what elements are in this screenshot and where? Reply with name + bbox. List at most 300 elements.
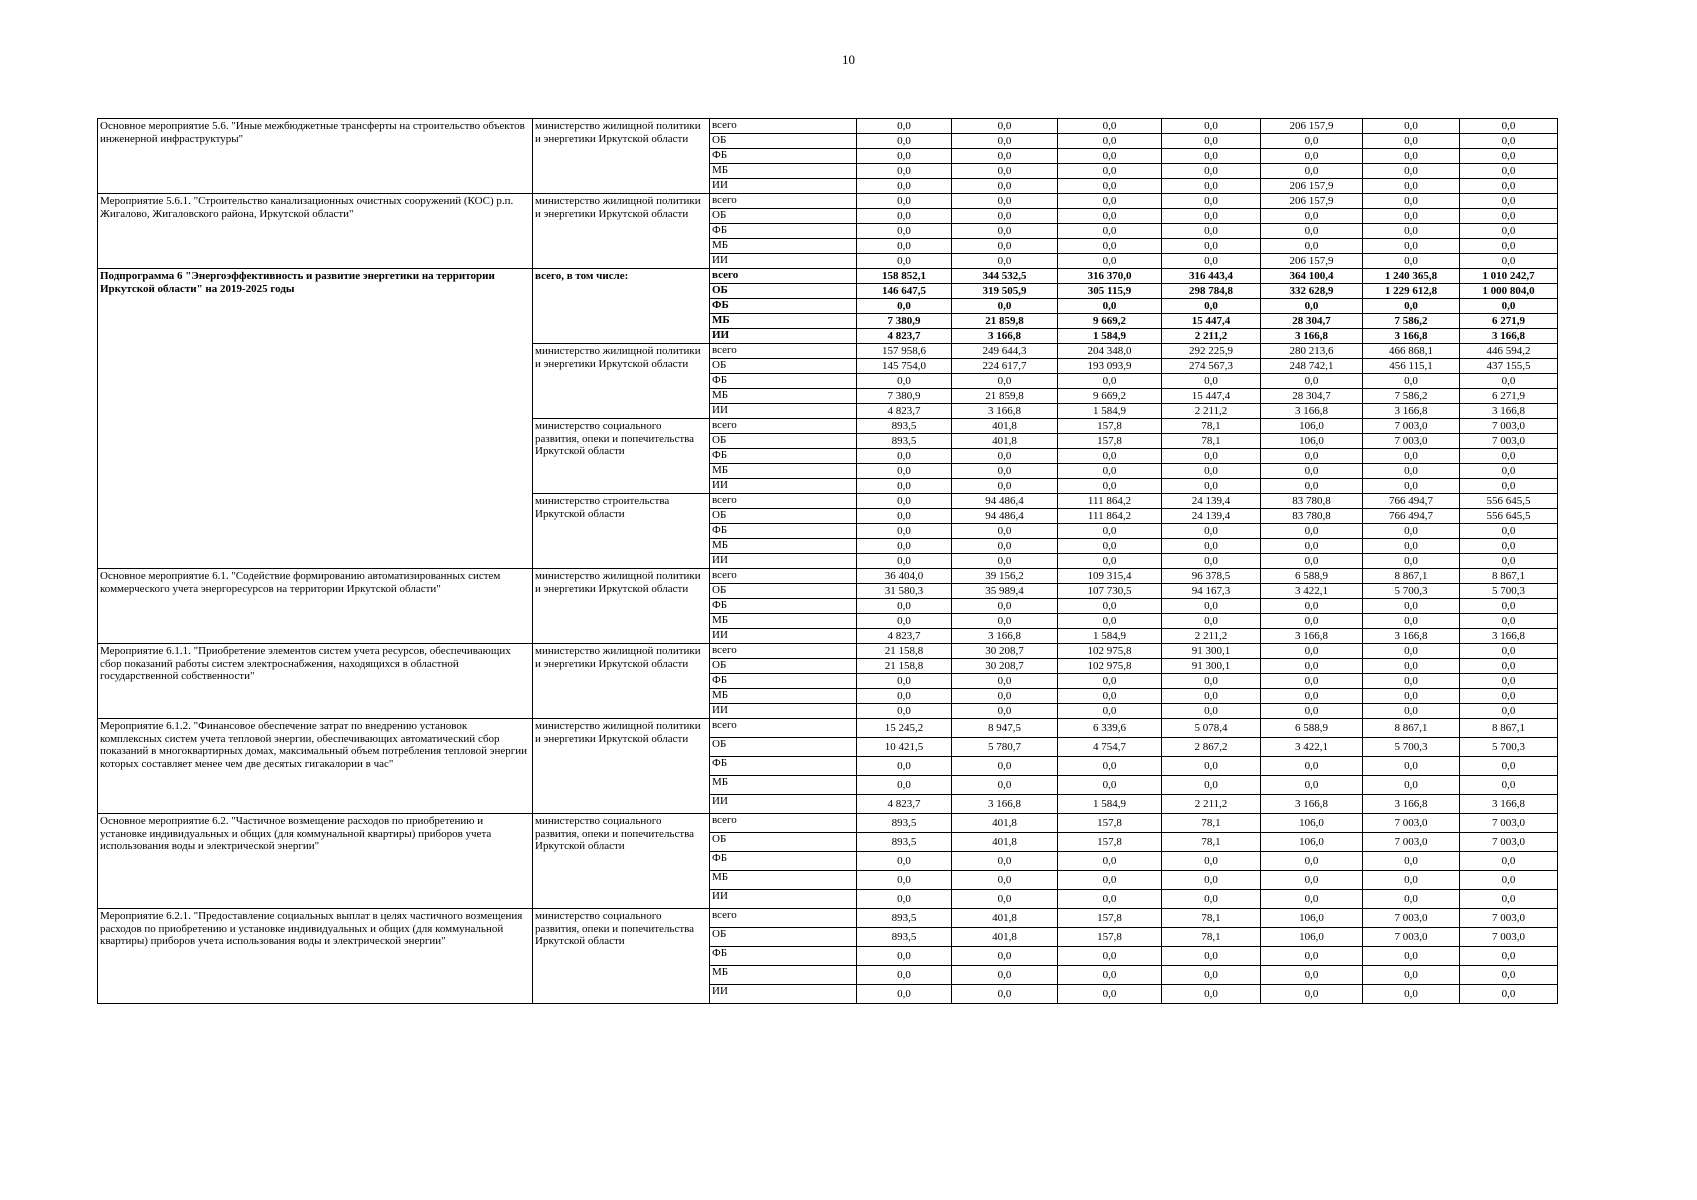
table-row <box>98 814 1558 833</box>
amount-cell: 94 486,4 <box>952 494 1058 509</box>
amount-cell: 0,0 <box>1363 524 1460 539</box>
amount-cell: 0,0 <box>857 614 952 629</box>
amount-cell: 5 700,3 <box>1460 584 1558 599</box>
amount-cell: 6 271,9 <box>1460 389 1558 404</box>
amount-cell: 0,0 <box>952 119 1058 134</box>
amount-cell: 106,0 <box>1261 909 1363 928</box>
funding-source-cell: всего <box>710 344 857 359</box>
amount-cell: 0,0 <box>1363 194 1460 209</box>
amount-cell: 3 166,8 <box>1261 629 1363 644</box>
amount-cell: 28 304,7 <box>1261 389 1363 404</box>
amount-cell: 8 867,1 <box>1460 569 1558 584</box>
amount-cell: 0,0 <box>1363 449 1460 464</box>
amount-cell: 0,0 <box>1162 704 1261 719</box>
amount-cell: 0,0 <box>1261 614 1363 629</box>
amount-cell: 0,0 <box>1363 985 1460 1004</box>
funding-source-cell: всего <box>710 119 857 134</box>
amount-cell: 0,0 <box>857 524 952 539</box>
amount-cell: 0,0 <box>1261 164 1363 179</box>
measure-name-cell: Основное мероприятие 6.2. "Частичное возмещение расходов по приобретению и установке индивидуальных и общих (для коммунальной квартиры) приборов учета использования воды и электрической энергии" <box>98 814 533 909</box>
amount-cell: 0,0 <box>857 776 952 795</box>
amount-cell: 0,0 <box>1460 554 1558 569</box>
amount-cell: 0,0 <box>1058 539 1162 554</box>
amount-cell: 111 864,2 <box>1058 509 1162 524</box>
funding-source-cell: ФБ <box>710 599 857 614</box>
amount-cell: 91 300,1 <box>1162 644 1261 659</box>
amount-cell: 0,0 <box>1460 179 1558 194</box>
amount-cell: 0,0 <box>857 871 952 890</box>
amount-cell: 0,0 <box>1363 704 1460 719</box>
amount-cell: 9 669,2 <box>1058 389 1162 404</box>
amount-cell: 0,0 <box>1261 644 1363 659</box>
amount-cell: 3 422,1 <box>1261 738 1363 757</box>
amount-cell: 2 211,2 <box>1162 795 1261 814</box>
funding-source-cell: МБ <box>710 776 857 795</box>
amount-cell: 0,0 <box>1363 224 1460 239</box>
amount-cell: 893,5 <box>857 419 952 434</box>
amount-cell: 0,0 <box>1261 871 1363 890</box>
amount-cell: 0,0 <box>1460 659 1558 674</box>
amount-cell: 292 225,9 <box>1162 344 1261 359</box>
funding-source-cell: ФБ <box>710 852 857 871</box>
amount-cell: 0,0 <box>952 164 1058 179</box>
amount-cell: 0,0 <box>1058 704 1162 719</box>
funding-source-cell: МБ <box>710 966 857 985</box>
amount-cell: 0,0 <box>1162 757 1261 776</box>
funding-source-cell: ФБ <box>710 224 857 239</box>
amount-cell: 0,0 <box>1058 464 1162 479</box>
amount-cell: 0,0 <box>1261 689 1363 704</box>
amount-cell: 28 304,7 <box>1261 314 1363 329</box>
amount-cell: 4 823,7 <box>857 404 952 419</box>
amount-cell: 3 166,8 <box>1363 795 1460 814</box>
amount-cell: 0,0 <box>1261 374 1363 389</box>
funding-source-cell: ФБ <box>710 449 857 464</box>
executor-cell: министерство социального развития, опеки и попечительства Иркутской области <box>533 909 710 1004</box>
amount-cell: 0,0 <box>1261 524 1363 539</box>
funding-source-cell: ИИ <box>710 890 857 909</box>
amount-cell: 3 166,8 <box>1460 404 1558 419</box>
amount-cell: 0,0 <box>952 554 1058 569</box>
funding-source-cell: ОБ <box>710 584 857 599</box>
amount-cell: 4 823,7 <box>857 629 952 644</box>
amount-cell: 0,0 <box>1460 985 1558 1004</box>
table-row <box>98 909 1558 928</box>
amount-cell: 0,0 <box>1363 966 1460 985</box>
amount-cell: 893,5 <box>857 434 952 449</box>
amount-cell: 893,5 <box>857 814 952 833</box>
amount-cell: 401,8 <box>952 434 1058 449</box>
measure-name-cell: Мероприятие 6.2.1. "Предоставление социальных выплат в целях частичного возмещения расходов по приобретению и установке индивидуальных и общих (для коммунальной квартиры) приборов учета использования воды и электрической энергии" <box>98 909 533 1004</box>
amount-cell: 224 617,7 <box>952 359 1058 374</box>
amount-cell: 157,8 <box>1058 928 1162 947</box>
amount-cell: 7 380,9 <box>857 314 952 329</box>
amount-cell: 0,0 <box>1261 947 1363 966</box>
funding-source-cell: ОБ <box>710 209 857 224</box>
amount-cell: 5 700,3 <box>1363 738 1460 757</box>
amount-cell: 1 240 365,8 <box>1363 269 1460 284</box>
amount-cell: 9 669,2 <box>1058 314 1162 329</box>
amount-cell: 0,0 <box>1363 659 1460 674</box>
amount-cell: 0,0 <box>857 149 952 164</box>
amount-cell: 0,0 <box>857 947 952 966</box>
amount-cell: 206 157,9 <box>1261 179 1363 194</box>
funding-source-cell: всего <box>710 194 857 209</box>
amount-cell: 7 003,0 <box>1460 814 1558 833</box>
amount-cell: 0,0 <box>1058 524 1162 539</box>
amount-cell: 0,0 <box>1460 464 1558 479</box>
funding-source-cell: ИИ <box>710 704 857 719</box>
amount-cell: 7 003,0 <box>1460 419 1558 434</box>
amount-cell: 0,0 <box>952 299 1058 314</box>
amount-cell: 107 730,5 <box>1058 584 1162 599</box>
amount-cell: 0,0 <box>952 194 1058 209</box>
amount-cell: 0,0 <box>1058 134 1162 149</box>
funding-source-cell: ОБ <box>710 833 857 852</box>
amount-cell: 2 211,2 <box>1162 629 1261 644</box>
funding-source-cell: МБ <box>710 871 857 890</box>
amount-cell: 0,0 <box>857 509 952 524</box>
amount-cell: 274 567,3 <box>1162 359 1261 374</box>
amount-cell: 1 584,9 <box>1058 795 1162 814</box>
amount-cell: 0,0 <box>1363 757 1460 776</box>
funding-source-cell: МБ <box>710 164 857 179</box>
amount-cell: 0,0 <box>857 209 952 224</box>
amount-cell: 0,0 <box>857 194 952 209</box>
amount-cell: 0,0 <box>1460 966 1558 985</box>
amount-cell: 0,0 <box>1261 659 1363 674</box>
amount-cell: 0,0 <box>1058 599 1162 614</box>
amount-cell: 1 229 612,8 <box>1363 284 1460 299</box>
amount-cell: 0,0 <box>1058 449 1162 464</box>
amount-cell: 0,0 <box>1460 449 1558 464</box>
table-row <box>98 269 1558 284</box>
amount-cell: 0,0 <box>952 674 1058 689</box>
funding-source-cell: ИИ <box>710 479 857 494</box>
amount-cell: 0,0 <box>1162 254 1261 269</box>
amount-cell: 0,0 <box>1162 449 1261 464</box>
amount-cell: 0,0 <box>1162 524 1261 539</box>
amount-cell: 158 852,1 <box>857 269 952 284</box>
amount-cell: 0,0 <box>1261 776 1363 795</box>
amount-cell: 0,0 <box>1363 852 1460 871</box>
amount-cell: 0,0 <box>1363 947 1460 966</box>
amount-cell: 305 115,9 <box>1058 284 1162 299</box>
funding-source-cell: ОБ <box>710 738 857 757</box>
measure-name-cell: Мероприятие 6.1.1. "Приобретение элементов систем учета ресурсов, обеспечивающих сбор показаний работы систем электроснабжения, находящихся в областной государственной собственности" <box>98 644 533 719</box>
amount-cell: 344 532,5 <box>952 269 1058 284</box>
executor-cell: министерство жилищной политики и энергетики Иркутской области <box>533 194 710 269</box>
amount-cell: 0,0 <box>1162 209 1261 224</box>
funding-source-cell: ОБ <box>710 134 857 149</box>
amount-cell: 1 010 242,7 <box>1460 269 1558 284</box>
amount-cell: 0,0 <box>1162 871 1261 890</box>
amount-cell: 157,8 <box>1058 434 1162 449</box>
amount-cell: 7 003,0 <box>1363 833 1460 852</box>
amount-cell: 0,0 <box>857 599 952 614</box>
amount-cell: 0,0 <box>1261 966 1363 985</box>
amount-cell: 437 155,5 <box>1460 359 1558 374</box>
amount-cell: 0,0 <box>1261 674 1363 689</box>
amount-cell: 0,0 <box>1363 776 1460 795</box>
amount-cell: 0,0 <box>857 966 952 985</box>
amount-cell: 0,0 <box>1363 614 1460 629</box>
table-row <box>98 644 1558 659</box>
amount-cell: 1 584,9 <box>1058 329 1162 344</box>
amount-cell: 0,0 <box>1162 149 1261 164</box>
amount-cell: 157 958,6 <box>857 344 952 359</box>
amount-cell: 111 864,2 <box>1058 494 1162 509</box>
amount-cell: 106,0 <box>1261 434 1363 449</box>
amount-cell: 2 211,2 <box>1162 329 1261 344</box>
amount-cell: 0,0 <box>1363 179 1460 194</box>
amount-cell: 0,0 <box>952 985 1058 1004</box>
funding-source-cell: ИИ <box>710 179 857 194</box>
amount-cell: 1 000 804,0 <box>1460 284 1558 299</box>
funding-source-cell: ФБ <box>710 524 857 539</box>
funding-source-cell: ФБ <box>710 757 857 776</box>
amount-cell: 157,8 <box>1058 814 1162 833</box>
amount-cell: 6 588,9 <box>1261 719 1363 738</box>
amount-cell: 3 166,8 <box>1460 629 1558 644</box>
amount-cell: 0,0 <box>1261 149 1363 164</box>
funding-source-cell: ОБ <box>710 434 857 449</box>
amount-cell: 0,0 <box>1058 852 1162 871</box>
amount-cell: 0,0 <box>1162 179 1261 194</box>
measure-name-cell: Мероприятие 5.6.1. "Строительство канализационных очистных сооружений (КОС) р.п. Жигалово, Жигаловского района, Иркутской области" <box>98 194 533 269</box>
funding-source-cell: ИИ <box>710 795 857 814</box>
amount-cell: 106,0 <box>1261 814 1363 833</box>
amount-cell: 0,0 <box>857 464 952 479</box>
amount-cell: 3 166,8 <box>952 404 1058 419</box>
amount-cell: 0,0 <box>857 134 952 149</box>
amount-cell: 0,0 <box>1162 599 1261 614</box>
amount-cell: 401,8 <box>952 909 1058 928</box>
funding-source-cell: всего <box>710 569 857 584</box>
amount-cell: 0,0 <box>1162 776 1261 795</box>
amount-cell: 206 157,9 <box>1261 119 1363 134</box>
amount-cell: 102 975,8 <box>1058 644 1162 659</box>
table-row <box>98 719 1558 738</box>
amount-cell: 0,0 <box>1460 704 1558 719</box>
amount-cell: 0,0 <box>1162 689 1261 704</box>
amount-cell: 7 003,0 <box>1363 434 1460 449</box>
amount-cell: 0,0 <box>952 776 1058 795</box>
amount-cell: 0,0 <box>1460 644 1558 659</box>
amount-cell: 0,0 <box>1162 239 1261 254</box>
funding-source-cell: МБ <box>710 389 857 404</box>
amount-cell: 0,0 <box>1058 776 1162 795</box>
executor-cell: министерство жилищной политики и энергетики Иркутской области <box>533 719 710 814</box>
amount-cell: 0,0 <box>1460 164 1558 179</box>
amount-cell: 0,0 <box>952 179 1058 194</box>
amount-cell: 0,0 <box>1058 947 1162 966</box>
amount-cell: 0,0 <box>952 449 1058 464</box>
amount-cell: 0,0 <box>1363 599 1460 614</box>
amount-cell: 0,0 <box>1261 757 1363 776</box>
measure-name-cell: Основное мероприятие 6.1. "Содействие формированию автоматизированных систем коммерческого учета энергоресурсов на территории Иркутской области" <box>98 569 533 644</box>
amount-cell: 0,0 <box>1058 614 1162 629</box>
amount-cell: 0,0 <box>1261 209 1363 224</box>
amount-cell: 0,0 <box>1162 464 1261 479</box>
amount-cell: 0,0 <box>1363 479 1460 494</box>
amount-cell: 0,0 <box>857 704 952 719</box>
funding-source-cell: ОБ <box>710 284 857 299</box>
amount-cell: 0,0 <box>857 689 952 704</box>
amount-cell: 7 003,0 <box>1363 909 1460 928</box>
table-row <box>98 194 1558 209</box>
amount-cell: 0,0 <box>1058 757 1162 776</box>
measure-name-cell: Мероприятие 6.1.2. "Финансовое обеспечение затрат по внедрению установок комплексных систем учета тепловой энергии, обеспечивающих автоматический сбор показаний в многоквартирных домах, максимальный объем потребления тепловой энергии которых составляет менее чем две десятых гигакалории в час" <box>98 719 533 814</box>
amount-cell: 7 003,0 <box>1363 928 1460 947</box>
amount-cell: 24 139,4 <box>1162 509 1261 524</box>
amount-cell: 3 166,8 <box>952 329 1058 344</box>
amount-cell: 3 166,8 <box>952 629 1058 644</box>
amount-cell: 31 580,3 <box>857 584 952 599</box>
amount-cell: 0,0 <box>1460 614 1558 629</box>
amount-cell: 0,0 <box>1363 134 1460 149</box>
amount-cell: 401,8 <box>952 928 1058 947</box>
amount-cell: 0,0 <box>1162 890 1261 909</box>
amount-cell: 0,0 <box>857 494 952 509</box>
amount-cell: 0,0 <box>1162 194 1261 209</box>
amount-cell: 0,0 <box>857 985 952 1004</box>
amount-cell: 1 584,9 <box>1058 404 1162 419</box>
amount-cell: 0,0 <box>1363 539 1460 554</box>
amount-cell: 21 158,8 <box>857 659 952 674</box>
amount-cell: 0,0 <box>1058 299 1162 314</box>
amount-cell: 0,0 <box>1363 554 1460 569</box>
amount-cell: 21 859,8 <box>952 314 1058 329</box>
amount-cell: 24 139,4 <box>1162 494 1261 509</box>
amount-cell: 0,0 <box>857 239 952 254</box>
amount-cell: 0,0 <box>1363 674 1460 689</box>
amount-cell: 401,8 <box>952 814 1058 833</box>
amount-cell: 15 245,2 <box>857 719 952 738</box>
amount-cell: 0,0 <box>952 947 1058 966</box>
table-row <box>98 119 1558 134</box>
measure-name-cell: Подпрограмма 6 "Энергоэффективность и развитие энергетики на территории Иркутской области" на 2019-2025 годы <box>98 269 533 569</box>
funding-source-cell: всего <box>710 419 857 434</box>
amount-cell: 5 780,7 <box>952 738 1058 757</box>
amount-cell: 6 588,9 <box>1261 569 1363 584</box>
amount-cell: 0,0 <box>952 209 1058 224</box>
amount-cell: 0,0 <box>952 239 1058 254</box>
amount-cell: 4 823,7 <box>857 795 952 814</box>
amount-cell: 157,8 <box>1058 419 1162 434</box>
amount-cell: 298 784,8 <box>1162 284 1261 299</box>
amount-cell: 2 211,2 <box>1162 404 1261 419</box>
amount-cell: 466 868,1 <box>1363 344 1460 359</box>
amount-cell: 0,0 <box>857 449 952 464</box>
amount-cell: 0,0 <box>1058 209 1162 224</box>
amount-cell: 0,0 <box>1460 890 1558 909</box>
amount-cell: 0,0 <box>1261 479 1363 494</box>
amount-cell: 0,0 <box>1261 239 1363 254</box>
amount-cell: 94 486,4 <box>952 509 1058 524</box>
amount-cell: 3 166,8 <box>1261 404 1363 419</box>
amount-cell: 15 447,4 <box>1162 389 1261 404</box>
amount-cell: 248 742,1 <box>1261 359 1363 374</box>
amount-cell: 0,0 <box>1162 224 1261 239</box>
funding-source-cell: ФБ <box>710 947 857 966</box>
amount-cell: 0,0 <box>1460 209 1558 224</box>
amount-cell: 0,0 <box>952 134 1058 149</box>
executor-cell: министерство жилищной политики и энергетики Иркутской области <box>533 119 710 194</box>
amount-cell: 0,0 <box>1261 554 1363 569</box>
amount-cell: 109 315,4 <box>1058 569 1162 584</box>
amount-cell: 556 645,5 <box>1460 494 1558 509</box>
amount-cell: 8 867,1 <box>1460 719 1558 738</box>
amount-cell: 0,0 <box>1261 464 1363 479</box>
amount-cell: 3 166,8 <box>1460 795 1558 814</box>
amount-cell: 39 156,2 <box>952 569 1058 584</box>
amount-cell: 0,0 <box>1460 134 1558 149</box>
amount-cell: 83 780,8 <box>1261 509 1363 524</box>
funding-source-cell: МБ <box>710 239 857 254</box>
amount-cell: 4 754,7 <box>1058 738 1162 757</box>
amount-cell: 0,0 <box>857 179 952 194</box>
amount-cell: 0,0 <box>952 539 1058 554</box>
amount-cell: 0,0 <box>1460 524 1558 539</box>
amount-cell: 10 421,5 <box>857 738 952 757</box>
executor-cell: министерство строительства Иркутской области <box>533 494 710 569</box>
funding-source-cell: всего <box>710 909 857 928</box>
amount-cell: 3 422,1 <box>1261 584 1363 599</box>
amount-cell: 0,0 <box>1058 479 1162 494</box>
amount-cell: 0,0 <box>1058 985 1162 1004</box>
funding-source-cell: МБ <box>710 314 857 329</box>
amount-cell: 0,0 <box>1460 374 1558 389</box>
amount-cell: 0,0 <box>1058 689 1162 704</box>
amount-cell: 7 003,0 <box>1460 928 1558 947</box>
amount-cell: 0,0 <box>857 479 952 494</box>
amount-cell: 145 754,0 <box>857 359 952 374</box>
amount-cell: 0,0 <box>1058 871 1162 890</box>
amount-cell: 0,0 <box>952 689 1058 704</box>
amount-cell: 0,0 <box>1162 374 1261 389</box>
amount-cell: 6 271,9 <box>1460 314 1558 329</box>
amount-cell: 91 300,1 <box>1162 659 1261 674</box>
amount-cell: 556 645,5 <box>1460 509 1558 524</box>
funding-source-cell: МБ <box>710 689 857 704</box>
funding-source-cell: всего <box>710 644 857 659</box>
amount-cell: 0,0 <box>1058 239 1162 254</box>
amount-cell: 2 867,2 <box>1162 738 1261 757</box>
amount-cell: 0,0 <box>952 890 1058 909</box>
amount-cell: 0,0 <box>1058 194 1162 209</box>
page-number: 10 <box>842 52 855 67</box>
amount-cell: 0,0 <box>1162 947 1261 966</box>
amount-cell: 0,0 <box>857 674 952 689</box>
amount-cell: 94 167,3 <box>1162 584 1261 599</box>
amount-cell: 0,0 <box>1162 119 1261 134</box>
amount-cell: 0,0 <box>1363 299 1460 314</box>
amount-cell: 0,0 <box>1363 254 1460 269</box>
amount-cell: 456 115,1 <box>1363 359 1460 374</box>
funding-source-cell: ФБ <box>710 674 857 689</box>
funding-source-cell: ИИ <box>710 554 857 569</box>
amount-cell: 893,5 <box>857 909 952 928</box>
funding-source-cell: МБ <box>710 539 857 554</box>
executor-cell: министерство жилищной политики и энергетики Иркутской области <box>533 644 710 719</box>
amount-cell: 30 208,7 <box>952 659 1058 674</box>
executor-cell: всего, в том числе: <box>533 269 710 344</box>
amount-cell: 766 494,7 <box>1363 509 1460 524</box>
amount-cell: 0,0 <box>1460 194 1558 209</box>
amount-cell: 0,0 <box>1058 966 1162 985</box>
amount-cell: 0,0 <box>952 757 1058 776</box>
